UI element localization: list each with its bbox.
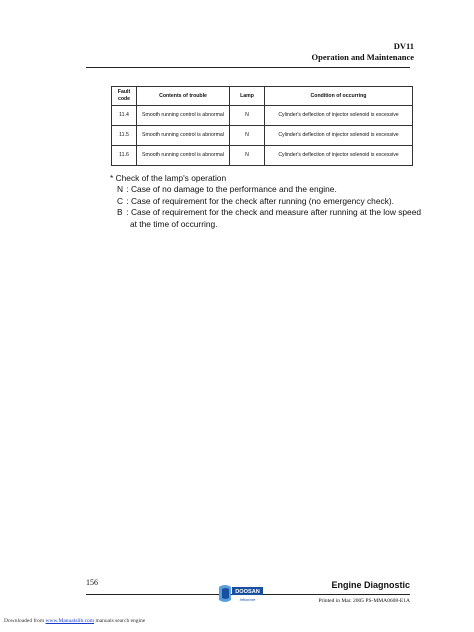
note-key: N (117, 184, 124, 195)
lamp-cell: N (230, 106, 265, 126)
table-row (112, 146, 413, 166)
header-model: DV11 (393, 41, 414, 51)
note-text: : Case of requirement for the check after running (no emergency check). (126, 195, 394, 206)
download-prefix: Downloaded from (4, 618, 45, 624)
download-footer (4, 618, 145, 624)
download-suffix: manuals search engine (95, 618, 146, 624)
notes-title: * Check of the lamp's operation (110, 173, 227, 183)
contents-cell: Smooth running control is abnormal (137, 126, 230, 146)
condition-cell: Cylinder's deflection of injector solenoid is excessive (265, 106, 413, 126)
column-header-fault-code: Fault code (112, 87, 137, 106)
note-item (110, 196, 430, 207)
manualslib-link[interactable]: www.Manualslib.com (45, 618, 95, 624)
note-text: : Case of requirement for the check and measure after running at the low speed (126, 207, 422, 218)
note-item (110, 207, 430, 230)
lamp-cell: N (230, 146, 265, 166)
condition-cell: Cylinder's deflection of injector solenoid is excessive (265, 126, 413, 146)
note-item (110, 184, 430, 195)
section-title: Engine Diagnostic (331, 580, 410, 590)
lamp-cell: N (230, 126, 265, 146)
logo-subtext: Infracore (239, 597, 256, 602)
table-header-row (112, 87, 413, 106)
note-key: B (117, 207, 123, 218)
column-header-condition: Condition of occurring (265, 87, 413, 106)
lamp-notes (110, 173, 430, 230)
print-info: Printed in Mar. 2005 PS-MMA0608-E1A (318, 598, 410, 604)
column-header-lamp: Lamp (230, 87, 265, 106)
contents-cell: Smooth running control is abnormal (137, 146, 230, 166)
note-key: C (117, 195, 124, 206)
fault-code-cell: 11.5 (112, 126, 137, 146)
fault-code-cell: 11.6 (112, 146, 137, 166)
column-header-contents: Contents of trouble (137, 87, 230, 106)
table-row (112, 106, 413, 126)
note-continuation: at the time of occurring. (130, 218, 218, 229)
doosan-logo (217, 584, 265, 604)
table-row (112, 126, 413, 146)
logo-text: DOOSAN (235, 589, 260, 596)
page-number: 156 (86, 578, 98, 587)
fault-table (111, 86, 413, 166)
contents-cell: Smooth running control is abnormal (137, 106, 230, 126)
fault-code-cell: 11.4 (112, 106, 137, 126)
condition-cell: Cylinder's deflection of injector solenoid is excessive (265, 146, 413, 166)
note-text: : Case of no damage to the performance and the engine. (126, 184, 337, 195)
header-subtitle: Operation and Maintenance (311, 52, 414, 62)
header-rule (86, 67, 410, 68)
